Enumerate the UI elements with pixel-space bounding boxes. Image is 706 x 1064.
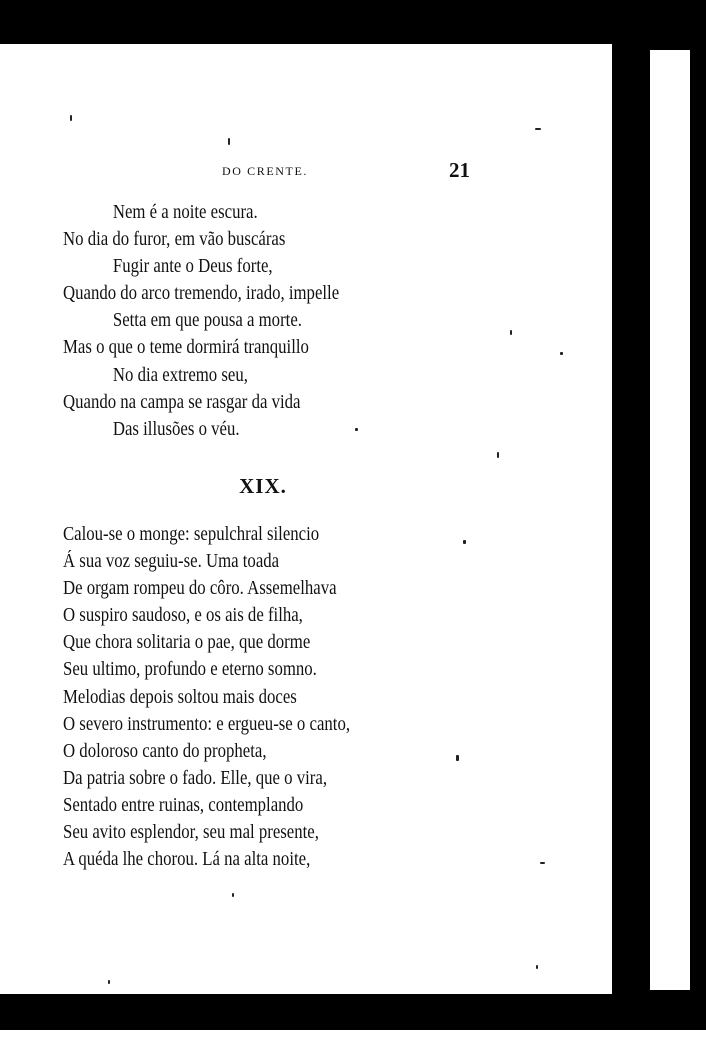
page-header [0,158,612,188]
scan-speck [497,452,499,458]
scan-border-top [0,0,706,44]
verse-line: A quéda lhe chorou. Lá na alta noite, [63,849,311,871]
verse-stanza-top [63,199,603,443]
verse-line: Nem é a noite escura. [112,202,258,223]
verse-line: Setta em que pousa a morte. [112,310,302,332]
verse-line: Mas o que o teme dormirá tranquillo [63,337,309,359]
verse-line: O suspiro saudoso, e os ais de filha, [63,605,303,627]
scan-speck [70,115,72,121]
verse-line: Calou-se o monge: sepulchral silencio [63,524,320,545]
verse-line: Que chora solitaria o pae, que dorme [63,632,311,654]
verse-line: Seu ultimo, profundo e eterno somno. [63,659,317,681]
verse-line: O doloroso canto do propheta, [63,740,267,762]
verse-line: Seu avito esplendor, seu mal presente, [63,822,319,844]
scan-speck [535,128,541,130]
verse-stanza-bottom [63,521,603,873]
scan-margin-bottom [0,1030,706,1064]
verse-line: Das illusões o véu. [112,418,240,440]
verse-line: O severo instrumento: e ergueu-se o canto, [63,713,351,735]
section-heading: XIX. [239,474,287,498]
verse-line: No dia do furor, em vão buscáras [63,229,286,251]
page-number: 21 [449,158,470,182]
scan-margin-right [650,50,690,990]
verse-line: Fugir ante o Deus forte, [112,256,273,278]
scan-speck [108,980,110,984]
verse-line: Á sua voz seguiu-se. Uma toada [63,551,280,573]
verse-line: De orgam rompeu do côro. Assemelhava [63,578,337,600]
verse-line: No dia extremo seu, [112,364,248,386]
verse-line: Quando do arco tremendo, irado, impelle [63,283,340,305]
verse-line: Da patria sobre o fado. Elle, que o vira, [63,767,328,789]
scan-speck [232,893,234,897]
verse-line: Melodias depois soltou mais doces [63,686,297,708]
scan-speck [228,138,230,145]
scan-speck [536,965,538,969]
verse-line: Quando na campa se rasgar da vida [63,391,301,413]
verse-line: Sentado entre ruinas, contemplando [63,794,304,816]
running-head: DO CRENTE. [222,164,308,178]
